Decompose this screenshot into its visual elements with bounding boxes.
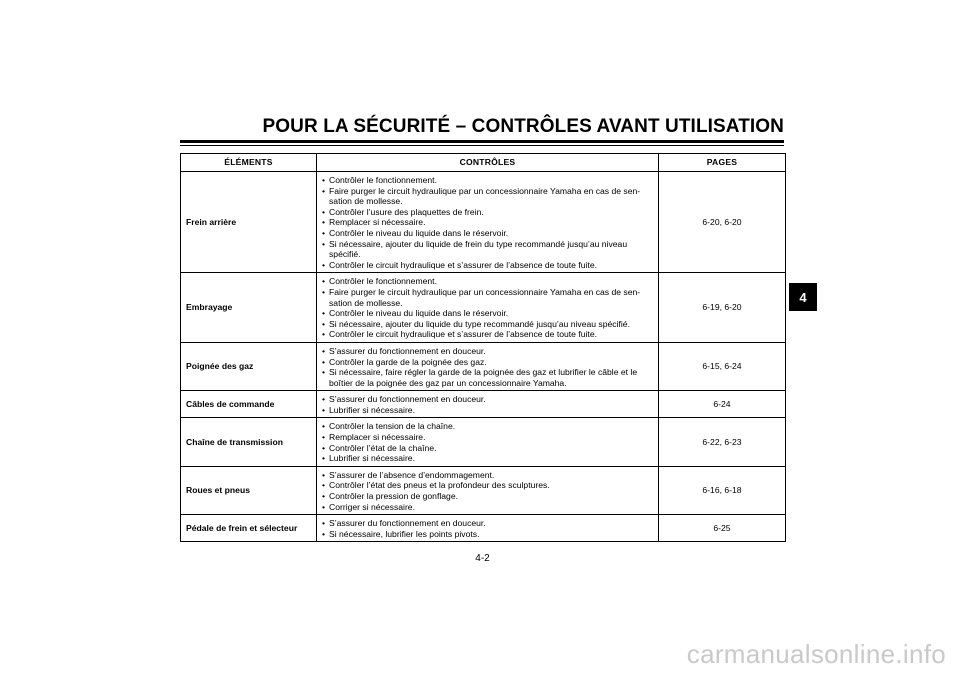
item-cell: Roues et pneus: [181, 466, 317, 514]
table-row: [181, 342, 786, 390]
column-header-pages: PAGES: [659, 154, 786, 172]
checks-table: [180, 153, 786, 542]
checks-cell: [317, 515, 659, 542]
check-item: • Si nécessaire, lubrifier les points pivots.: [322, 529, 654, 540]
check-item: • Lubrifier si nécessaire.: [322, 453, 654, 464]
pages-cell: 6-20, 6-20: [659, 172, 786, 273]
check-item: • Si nécessaire, ajouter du liquide de frein du type recommandé jusqu’au niveau spécifié.: [322, 239, 654, 260]
check-item: • Si nécessaire, faire régler la garde de la poignée des gaz et lubrifier le câble et le boîtier de la poignée des gaz par un concessionnaire Yamaha.: [322, 367, 654, 388]
pages-cell: 6-25: [659, 515, 786, 542]
check-item: • S’assurer du fonctionnement en douceur.: [322, 518, 654, 529]
table-row: [181, 466, 786, 514]
item-cell: Chaîne de transmission: [181, 418, 317, 466]
table-row: [181, 391, 786, 418]
check-item: • S’assurer du fonctionnement en douceur.: [322, 346, 654, 357]
check-item: • Contrôler le niveau du liquide dans le réservoir.: [322, 308, 654, 319]
check-list: [322, 175, 654, 270]
check-item: • Contrôler l’usure des plaquettes de frein.: [322, 207, 654, 218]
check-item: • S’assurer de l’absence d’endommagement.: [322, 470, 654, 481]
check-list: [322, 470, 654, 512]
check-item: • Contrôler le fonctionnement.: [322, 276, 654, 287]
check-item: • Contrôler le circuit hydraulique et s’assurer de l’absence de toute fuite.: [322, 260, 654, 271]
check-item: • Contrôler le niveau du liquide dans le réservoir.: [322, 228, 654, 239]
check-item: • Contrôler le fonctionnement.: [322, 175, 654, 186]
check-item: • Faire purger le circuit hydraulique par un concessionnaire Yamaha en cas de sen-sation de mollesse.: [322, 186, 654, 207]
title-rule-thick: [180, 140, 784, 143]
check-list: [322, 394, 654, 415]
watermark-text: carmanualsonline.info: [686, 639, 946, 669]
check-item: • Lubrifier si nécessaire.: [322, 405, 654, 416]
check-item: • Remplacer si nécessaire.: [322, 432, 654, 443]
page-number: 4-2: [475, 553, 490, 564]
check-item: • Contrôler l’état de la chaîne.: [322, 443, 654, 454]
pages-cell: 6-16, 6-18: [659, 466, 786, 514]
check-list: [322, 421, 654, 463]
table-row: [181, 172, 786, 273]
pages-cell: 6-24: [659, 391, 786, 418]
item-cell: Embrayage: [181, 273, 317, 343]
chapter-tab: 4: [789, 283, 817, 311]
check-item: • Contrôler la pression de gonflage.: [322, 491, 654, 502]
check-item: • Si nécessaire, ajouter du liquide du type recommandé jusqu’au niveau spécifié.: [322, 319, 654, 330]
check-item: • Corriger si nécessaire.: [322, 502, 654, 513]
item-cell: Câbles de commande: [181, 391, 317, 418]
column-header-controles: CONTRÔLES: [317, 154, 659, 172]
column-header-elements: ÉLÉMENTS: [181, 154, 317, 172]
pages-cell: 6-19, 6-20: [659, 273, 786, 343]
table-header-row: [181, 154, 786, 172]
checks-cell: [317, 172, 659, 273]
checks-cell: [317, 418, 659, 466]
title-rule-thin: [180, 145, 784, 146]
table-row: [181, 515, 786, 542]
table-row: [181, 418, 786, 466]
item-cell: Pédale de frein et sélecteur: [181, 515, 317, 542]
check-item: • Contrôler la garde de la poignée des gaz.: [322, 357, 654, 368]
item-cell: Frein arrière: [181, 172, 317, 273]
check-item: • Contrôler l’état des pneus et la profondeur des sculptures.: [322, 480, 654, 491]
pages-cell: 6-15, 6-24: [659, 342, 786, 390]
check-list: [322, 346, 654, 388]
check-list: [322, 276, 654, 340]
pages-cell: 6-22, 6-23: [659, 418, 786, 466]
checks-cell: [317, 342, 659, 390]
check-item: • Remplacer si nécessaire.: [322, 217, 654, 228]
check-item: • Contrôler la tension de la chaîne.: [322, 421, 654, 432]
checks-cell: [317, 273, 659, 343]
checks-cell: [317, 466, 659, 514]
page-title: POUR LA SÉCURITÉ – CONTRÔLES AVANT UTILISATION: [262, 116, 784, 137]
check-item: • Contrôler le circuit hydraulique et s’assurer de l’absence de toute fuite.: [322, 329, 654, 340]
checks-cell: [317, 391, 659, 418]
check-item: • Faire purger le circuit hydraulique par un concessionnaire Yamaha en cas de sen-sation de mollesse.: [322, 287, 654, 308]
check-list: [322, 518, 654, 539]
item-cell: Poignée des gaz: [181, 342, 317, 390]
check-item: • S’assurer du fonctionnement en douceur.: [322, 394, 654, 405]
table-row: [181, 273, 786, 343]
